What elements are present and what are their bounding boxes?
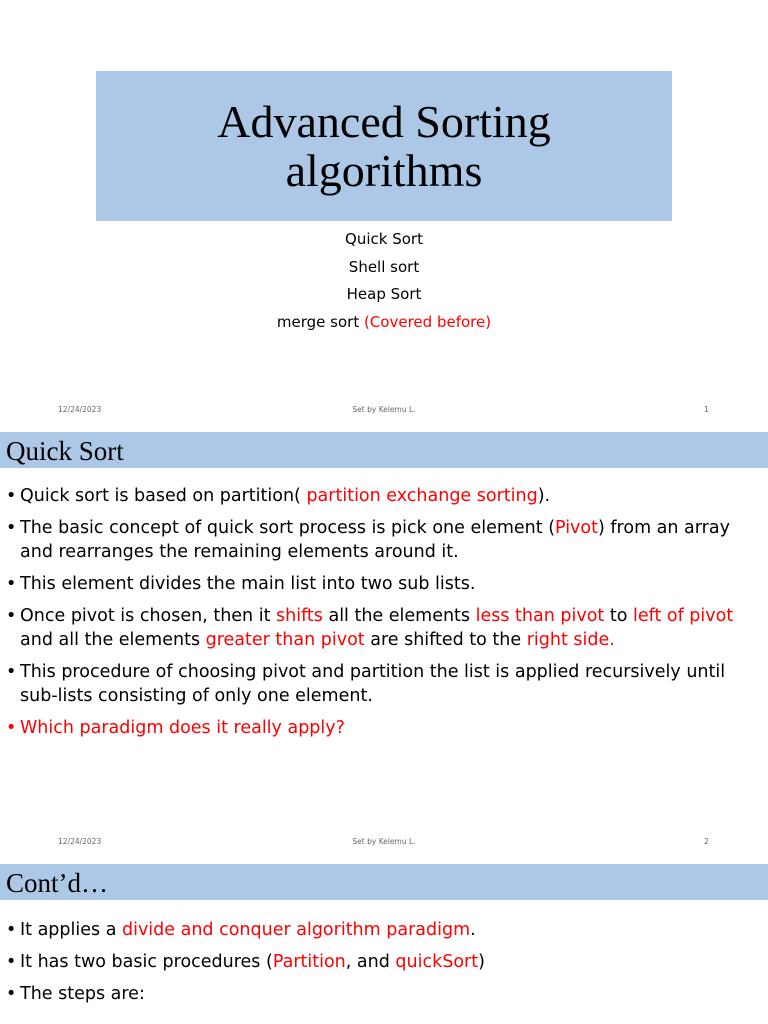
- bullet-highlight: shifts: [276, 606, 323, 626]
- slide-header: [0, 864, 768, 900]
- subtitle-item-merge-sort: [0, 309, 768, 337]
- slide-2-footer: [0, 837, 768, 851]
- bullet-list: [6, 484, 762, 748]
- subtitle-item-quick-sort: Quick Sort: [345, 230, 423, 248]
- bullet-text: all the elements: [322, 606, 476, 626]
- slide-1-footer: [0, 405, 768, 419]
- bullet-list: [6, 918, 762, 1014]
- bullet-highlight: Partition: [272, 952, 346, 972]
- bullet-dot-icon: •: [6, 486, 17, 506]
- slide-title-line-2: algorithms: [285, 145, 483, 196]
- bullet-text: The basic concept of quick sort process is pick one element (: [20, 518, 556, 538]
- bullet-highlight: partition exchange sorting: [306, 486, 538, 506]
- bullet-text: and all the elements: [20, 630, 206, 650]
- bullet-item: [6, 516, 762, 564]
- bullet-text: ) from an array and rearranges the remaining elements around it.: [20, 518, 730, 562]
- bullet-highlight: Pivot: [555, 518, 598, 538]
- slide-title-box: [96, 71, 672, 221]
- bullet-dot-icon: •: [6, 606, 17, 626]
- bullet-dot-icon: •: [6, 718, 17, 738]
- bullet-item: [6, 950, 762, 974]
- bullet-item: [6, 982, 762, 1006]
- covered-before-note: (Covered before): [363, 312, 492, 331]
- slide-title-line-1: Advanced Sorting: [217, 96, 551, 147]
- bullet-dot-icon: •: [6, 662, 17, 682]
- bullet-item: [6, 484, 762, 508]
- bullet-text: , and: [345, 952, 396, 972]
- slide-heading: Quick Sort: [6, 436, 124, 466]
- bullet-dot-icon: •: [6, 952, 17, 972]
- footer-date: 12/24/2023: [58, 405, 102, 414]
- bullet-dot-icon: •: [6, 518, 17, 538]
- bullet-dot-icon: •: [6, 984, 17, 1004]
- bullet-text: ): [478, 952, 485, 972]
- footer-slide-number: 1: [704, 405, 709, 414]
- slide-1: [0, 0, 768, 432]
- bullet-text: Quick sort is based on partition(: [20, 486, 307, 506]
- bullet-highlight: right side.: [526, 630, 615, 650]
- footer-author: Set by Kelemu L.: [352, 405, 416, 414]
- bullet-text: It applies a: [20, 920, 122, 940]
- bullet-highlight: left of pivot: [632, 606, 734, 626]
- footer-slide-number: 2: [704, 837, 709, 846]
- bullet-text: .: [470, 920, 476, 940]
- bullet-text: It has two basic procedures (: [20, 952, 273, 972]
- subtitle-list: [0, 226, 768, 336]
- bullet-item: [6, 918, 762, 942]
- slide-2: [0, 432, 768, 864]
- footer-date: 12/24/2023: [58, 837, 102, 846]
- bullet-highlight: divide and conquer algorithm paradigm: [121, 920, 471, 940]
- bullet-text: ).: [537, 486, 551, 506]
- bullet-highlight: less than pivot: [475, 606, 605, 626]
- bullet-text: This element divides the main list into two sub lists.: [20, 574, 476, 594]
- bullet-text: are shifted to the: [364, 630, 527, 650]
- bullet-dot-icon: •: [6, 574, 17, 594]
- slide-heading: Cont’d…: [6, 868, 109, 898]
- bullet-highlight: greater than pivot: [205, 630, 365, 650]
- bullet-highlight: quickSort: [395, 952, 479, 972]
- bullet-text: to: [604, 606, 633, 626]
- footer-author: Set by Kelemu L.: [352, 837, 416, 846]
- bullet-text: The steps are:: [20, 984, 145, 1004]
- bullet-text: This procedure of choosing pivot and partition the list is applied recursively until sub-lists consisting of only one element.: [20, 662, 726, 706]
- bullet-text: Once pivot is chosen, then it: [20, 606, 276, 626]
- bullet-item: [6, 660, 762, 708]
- slide-header: [0, 432, 768, 468]
- bullet-highlight: Which paradigm does it really apply?: [20, 718, 345, 738]
- bullet-item: [6, 716, 762, 740]
- bullet-item: [6, 604, 762, 652]
- merge-sort-label: merge sort: [276, 312, 364, 331]
- bullet-item: [6, 572, 762, 596]
- subtitle-item-shell-sort: Shell sort: [348, 257, 420, 276]
- slide-3: [0, 864, 768, 1024]
- bullet-dot-icon: •: [6, 920, 17, 940]
- subtitle-item-heap-sort: Heap Sort: [346, 285, 422, 303]
